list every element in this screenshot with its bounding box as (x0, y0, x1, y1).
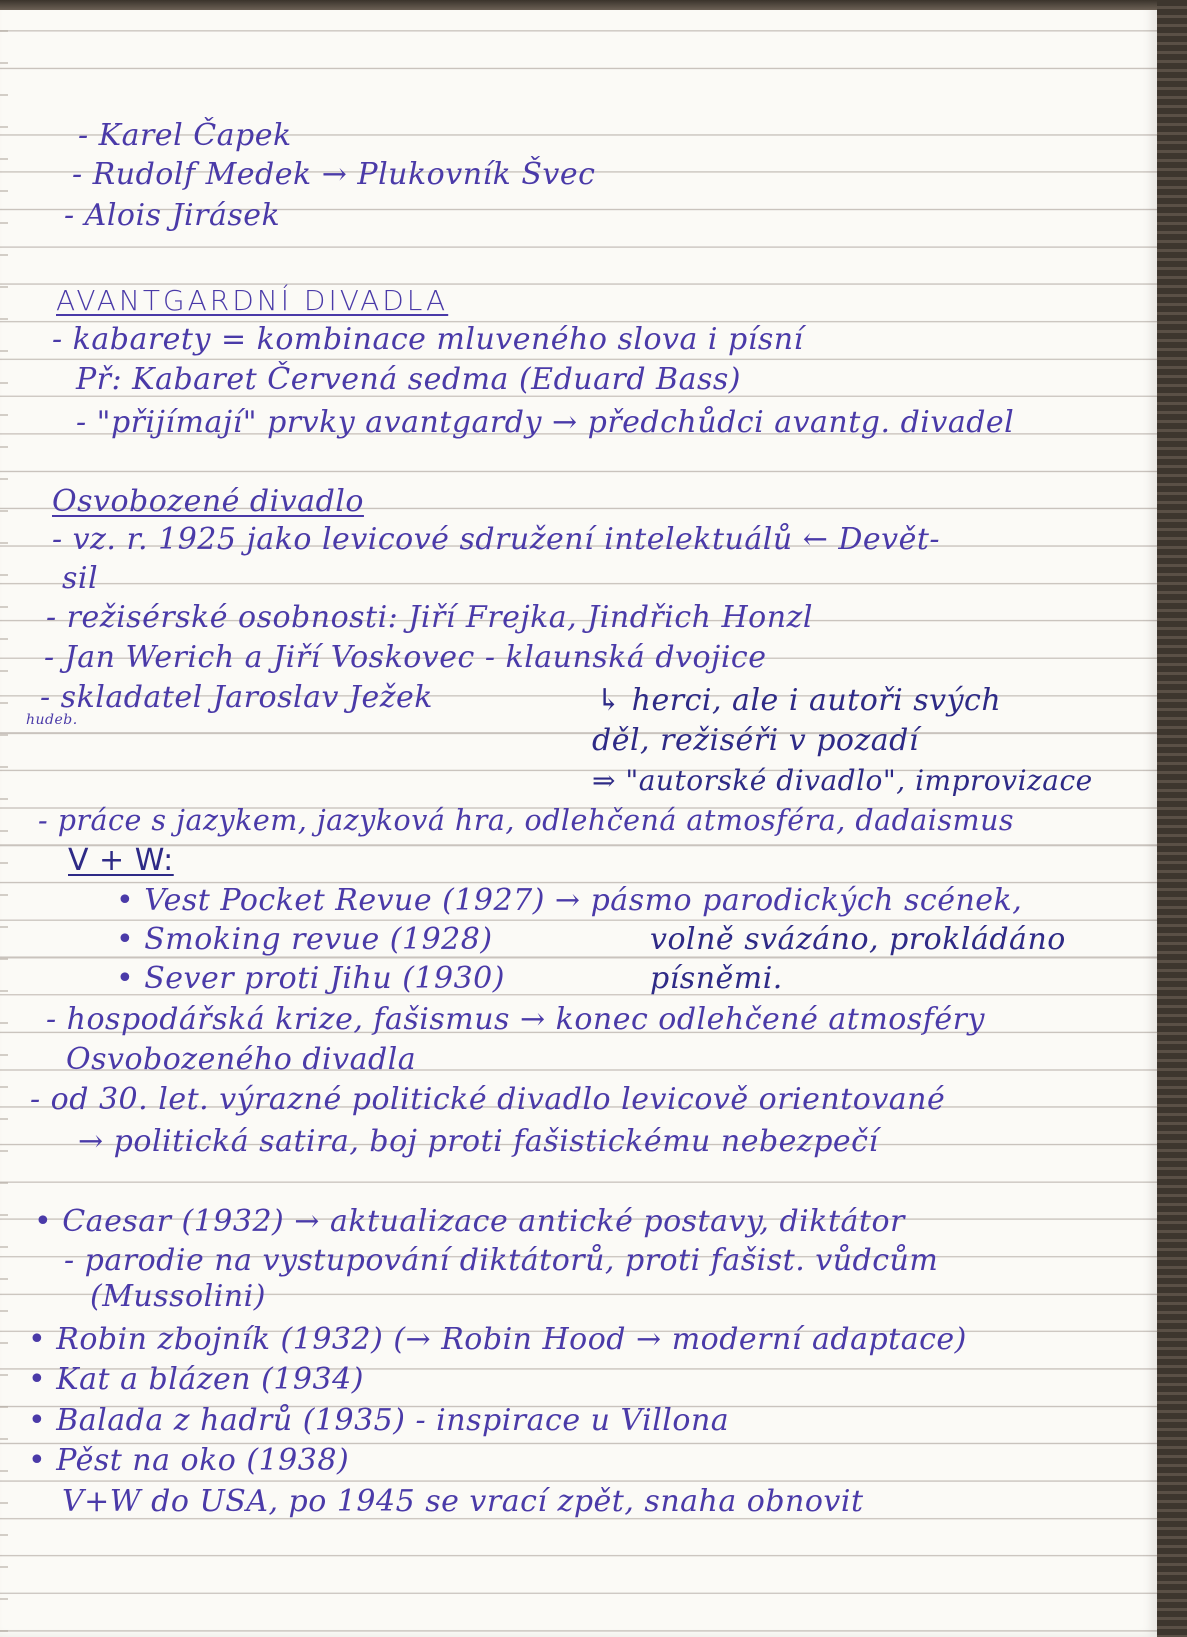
note-line-3: - Alois Jirásek (64, 198, 281, 233)
note-line-12: - Jan Werich a Jiří Voskovec - klaunská dvojice (44, 640, 767, 675)
heading-avantgardni-divadla: AVANTGARDNÍ DIVADLA (56, 284, 449, 317)
heading-v-plus-w: V + W: (68, 843, 174, 878)
note-line-23: Osvobozeného divadla (66, 1042, 417, 1077)
note-line-20b: volně svázáno, prokládáno (650, 922, 1066, 957)
note-line-17: - práce s jazykem, jazyková hra, odlehčená atmosféra, dadaismus (38, 804, 1015, 837)
note-line-30: • Kat a blázen (1934) (28, 1362, 364, 1397)
note-line-22: - hospodářská krize, fašismus → konec odlehčené atmosféry (46, 1002, 985, 1037)
note-line-11: - režisérské osobnosti: Jiří Frejka, Jindřich Honzl (46, 600, 813, 635)
margin-note-hudeb: hudeb. (26, 712, 78, 728)
page-top-edge (0, 0, 1157, 10)
heading-osvobozene-divadlo: Osvobozené divadlo (52, 484, 364, 519)
note-line-19: • Vest Pocket Revue (1927) → pásmo parodických scének, (116, 883, 1023, 918)
note-line-25: → politická satira, boj proti fašistickému nebezpečí (78, 1124, 879, 1159)
note-line-16: ⇒ "autorské divadlo", improvizace (592, 764, 1093, 797)
note-line-28: (Mussolini) (90, 1279, 266, 1314)
note-line-15: děl, režiséři v pozadí (592, 723, 919, 758)
note-line-32: • Pěst na oko (1938) (28, 1443, 350, 1478)
note-line-20: • Smoking revue (1928) (116, 922, 493, 957)
note-line-29: • Robin zbojník (1932) (→ Robin Hood → moderní adaptace) (28, 1322, 967, 1357)
note-line-10: sil (62, 561, 99, 596)
note-line-24: - od 30. let. výrazné politické divadlo levicově orientované (30, 1082, 946, 1117)
note-line-2: - Rudolf Medek → Plukovník Švec (72, 157, 596, 192)
page-left-margin-marks (0, 0, 8, 1637)
note-line-26: • Caesar (1932) → aktualizace antické postavy, diktátor (34, 1204, 905, 1239)
note-line-14: ↳ herci, ale i autoři svých (596, 683, 1002, 718)
note-line-21b: písněmi. (650, 961, 783, 996)
note-line-1: - Karel Čapek (78, 118, 292, 153)
note-line-9: - vz. r. 1925 jako levicové sdružení intelektuálů ← Devět- (52, 522, 941, 557)
note-line-13: - skladatel Jaroslav Ježek (40, 680, 433, 715)
note-line-7: - "přijímají" prvky avantgardy → předchůdci avantg. divadel (76, 405, 1015, 440)
note-line-33: V+W do USA, po 1945 se vrací zpět, snaha obnovit (62, 1484, 864, 1519)
note-line-21: • Sever proti Jihu (1930) (116, 961, 505, 996)
note-line-5: - kabarety = kombinace mluveného slova i písní (52, 322, 804, 357)
note-line-31: • Balada z hadrů (1935) - inspirace u Villona (28, 1403, 730, 1438)
notebook-page-stack-edge (1157, 0, 1187, 1637)
note-line-6: Př: Kabaret Červená sedma (Eduard Bass) (76, 362, 741, 397)
note-line-27: - parodie na vystupování diktátorů, proti fašist. vůdcům (64, 1243, 939, 1278)
